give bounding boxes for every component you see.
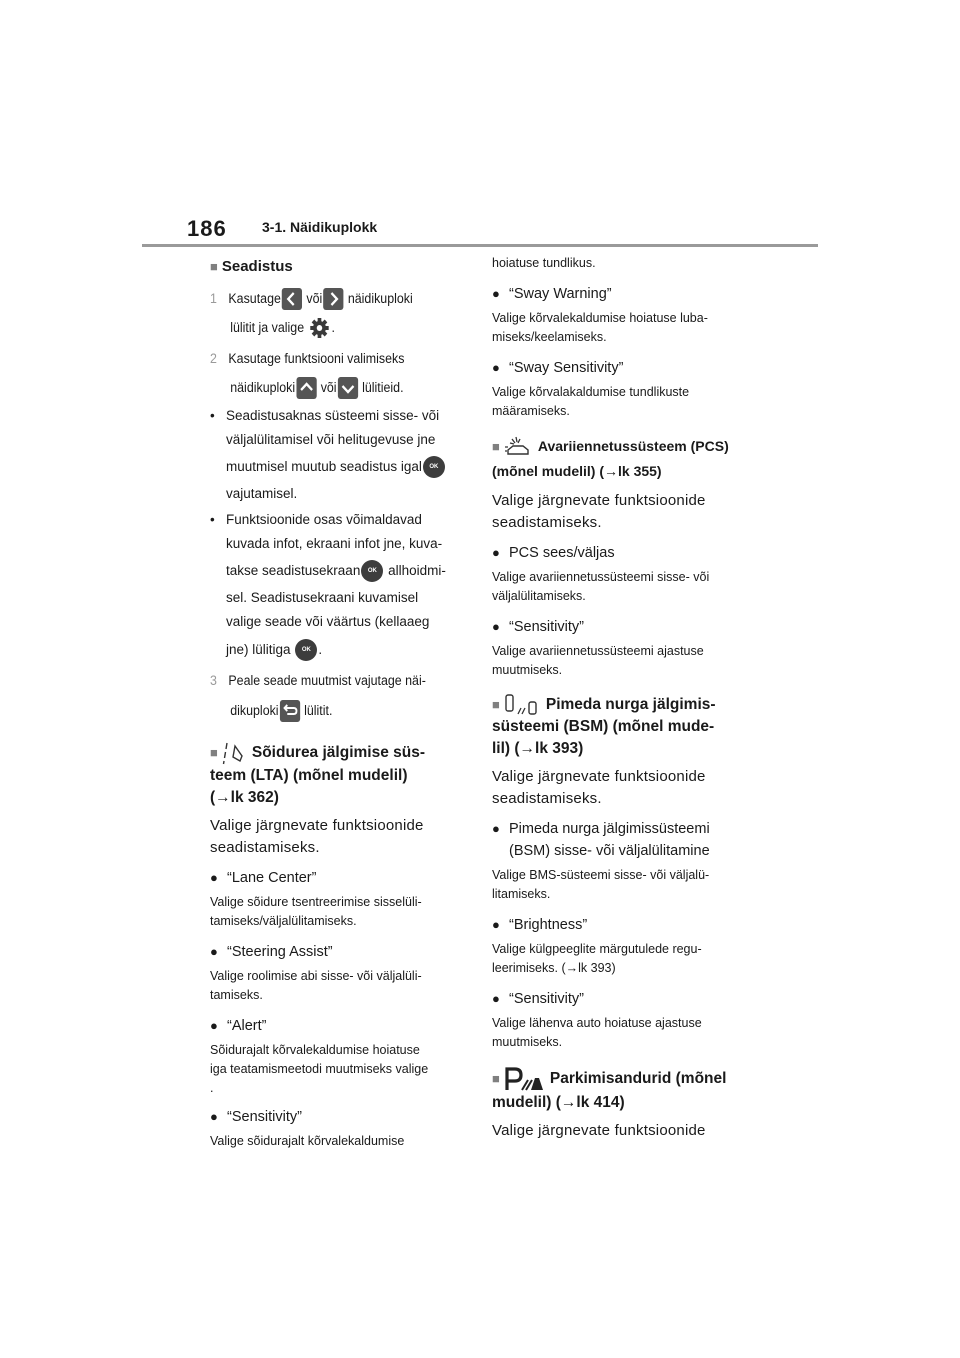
pcs-heading: ■ Avariiennetussüsteem (PCS): [492, 435, 754, 458]
step-3-cont: dikuploki lülitit.: [210, 695, 451, 727]
chevron-down-icon: [337, 377, 357, 399]
option-brightness: ● “Brightness”: [492, 917, 588, 934]
bsm-lead-cont: seadistamiseks.: [492, 790, 602, 808]
bsm-heading: ■ Pimeda nurga jälgimis-: [492, 694, 754, 716]
option-sway-warning: ● “Sway Warning”: [492, 286, 612, 302]
left-column: [210, 252, 472, 1151]
option-desc: muutmiseks.: [492, 1035, 563, 1050]
option-desc: litamiseks.: [492, 887, 551, 902]
bsm-lead: Valige järgnevate funktsioonide: [492, 768, 706, 786]
step-1: 1 Kasutage või näidikuploki: [210, 284, 451, 313]
option-desc: Valige roolimise abi sisse- või väljalüli-: [210, 969, 422, 983]
option-lane-center: ● “Lane Center”: [210, 870, 317, 886]
option-desc: Valige BMS-süsteemi sisse- või väljalü-: [492, 868, 710, 883]
pcs-icon: [504, 436, 532, 458]
step-2: 2 Kasutage funktsiooni valimiseks: [210, 351, 405, 366]
parking-lead: Valige järgnevate funktsioonide: [492, 1122, 706, 1140]
option-desc: Valige sõidurajalt kõrvalekaldumise: [210, 1134, 405, 1148]
bsm-icon: [504, 694, 540, 716]
note-2-line-ok: takse seadistusekraan OK allhoidmi-: [210, 556, 472, 586]
note-1-line: väljalülitamisel või helitugevuse jne: [226, 432, 436, 447]
lta-heading-cont: teem (LTA) (mõnel mudelil): [210, 767, 408, 784]
chevron-up-icon: [296, 377, 316, 399]
lta-heading: ■ Sõidurea jälgimise süs-: [210, 741, 472, 765]
option-desc: Valige avariiennetussüsteemi ajastuse: [492, 644, 704, 659]
note-1-line-ok: muutmisel muutub seadistus igal OK: [210, 452, 472, 482]
lane-trace-icon: [222, 741, 246, 765]
ok-button-icon: OK: [361, 560, 383, 582]
bsm-heading-cont: süsteemi (BSM) (mõnel mude-: [492, 718, 715, 736]
option-bsm-sensitivity: ● “Sensitivity”: [492, 991, 584, 1008]
parking-heading: ■ Parkimisandurid (mõnel: [492, 1066, 754, 1092]
parking-heading-cont: mudelil) (→lk 414): [492, 1094, 625, 1112]
option-pcs-sensitivity: ● “Sensitivity”: [492, 619, 584, 636]
continued-desc: hoiatuse tundlikus.: [492, 256, 596, 270]
option-desc: Valige lähenva auto hoiatuse ajastuse: [492, 1016, 702, 1031]
step-2-cont: näidikuploki või lülitieid.: [210, 373, 451, 402]
chevron-right-icon: [323, 288, 343, 310]
lta-lead: Valige järgnevate funktsioonide: [210, 817, 424, 834]
note-2: • Funktsioonide osas võimaldavad: [210, 512, 422, 527]
option-steering-assist: ● “Steering Assist”: [210, 944, 333, 960]
option-desc: Valige külgpeeglite märgutulede regu-: [492, 942, 702, 957]
option-desc: väljalülitamiseks.: [492, 589, 586, 604]
option-desc: .: [210, 1081, 214, 1095]
note-1: • Seadistusaknas süsteemi sisse- või: [210, 408, 440, 423]
pcs-lead-cont: seadistamiseks.: [492, 514, 602, 532]
option-desc: Sõidurajalt kõrvalekaldumise hoiatuse: [210, 1043, 420, 1057]
option-desc: tamiseks.: [210, 988, 263, 1002]
section-title: 3-1. Näidikuplokk: [262, 219, 378, 235]
option-desc: leerimiseks. (→lk 393): [492, 961, 616, 976]
step-3: 3 Peale seade muutmist vajutage näi-: [210, 673, 426, 688]
lta-lead-cont: seadistamiseks.: [210, 839, 320, 856]
bsm-heading-ref: lil) (→lk 393): [492, 740, 584, 758]
page-number: 186: [187, 216, 227, 241]
lta-heading-ref: (→lk 362): [210, 789, 279, 806]
back-arrow-icon: [279, 700, 299, 722]
note-2-line: valige seade või väärtus (kellaaeg: [226, 614, 430, 629]
settings-heading: ■ Seadistus: [210, 258, 293, 275]
note-2-line: sel. Seadistusekraani kuvamisel: [226, 590, 419, 605]
option-bsm-on-off-cont: (BSM) sisse- või väljalülitamine: [509, 843, 710, 860]
option-desc: tamiseks/väljalülitamiseks.: [210, 914, 357, 928]
note-1-line: vajutamisel.: [226, 486, 298, 501]
note-2-line-ok: jne) lülitiga OK .: [210, 634, 472, 666]
pcs-heading-cont: (mõnel mudelil) (→lk 355): [492, 463, 662, 480]
ok-button-icon: OK: [423, 456, 445, 478]
option-bsm-on-off: ● Pimeda nurga jälgimissüsteemi: [492, 821, 710, 838]
chevron-left-icon: [282, 288, 302, 310]
option-pcs-on-off: ● PCS sees/väljas: [492, 545, 615, 562]
option-desc: määramiseks.: [492, 404, 570, 418]
option-desc: Valige kõrvalekaldumise hoiatuse luba-: [492, 311, 708, 325]
right-column: [492, 252, 754, 1142]
option-alert: ● “Alert”: [210, 1018, 267, 1034]
option-desc: Valige sõidure tsentreerimise sisselüli-: [210, 895, 422, 909]
option-desc: iga teatamismeetodi muutmiseks valige: [210, 1062, 429, 1076]
note-2-line: kuvada infot, ekraani infot jne, kuva-: [226, 536, 443, 551]
header-divider: [142, 244, 818, 247]
option-desc: Valige kõrvalakaldumise tundlikuste: [492, 385, 690, 399]
option-desc: miseks/keelamiseks.: [492, 330, 607, 344]
parking-sensor-icon: [504, 1066, 544, 1092]
option-desc: Valige avariiennetussüsteemi sisse- või: [492, 570, 710, 585]
pcs-lead: Valige järgnevate funktsioonide: [492, 492, 706, 510]
ok-button-icon: OK: [295, 639, 317, 661]
step-1-cont: lülitit ja valige .: [210, 313, 451, 342]
option-desc: muutmiseks.: [492, 663, 563, 678]
option-sensitivity: ● “Sensitivity”: [210, 1109, 302, 1125]
gear-icon: [309, 317, 329, 339]
option-sway-sensitivity: ● “Sway Sensitivity”: [492, 360, 624, 376]
